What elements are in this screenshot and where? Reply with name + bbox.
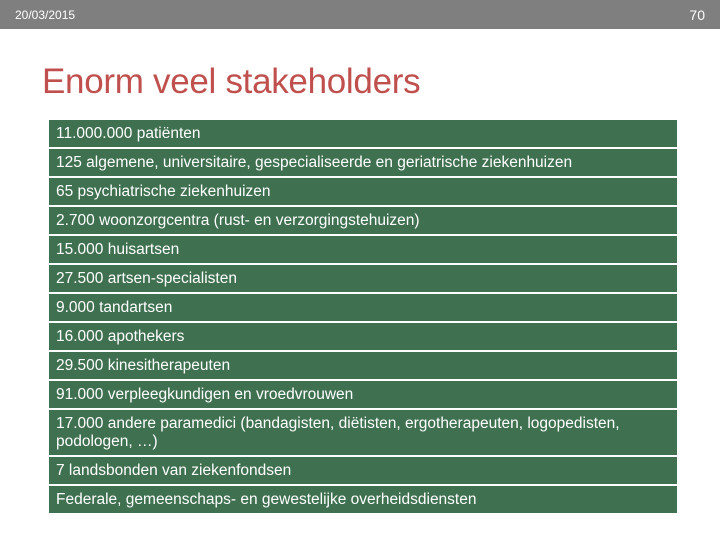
slide-date: 20/03/2015: [15, 8, 76, 22]
stakeholder-item-hospitals: 125 algemene, universitaire, gespecialiseerde en geriatrische ziekenhuizen: [48, 148, 678, 177]
stakeholder-item-psychiatric-hospitals: 65 psychiatrische ziekenhuizen: [48, 177, 678, 206]
stakeholder-item-physiotherapists: 29.500 kinesitherapeuten: [48, 351, 678, 380]
stakeholder-item-patients: 11.000.000 patiënten: [48, 119, 678, 148]
page-number: 70: [689, 7, 705, 23]
header-bar: [0, 0, 720, 29]
stakeholder-item-general-practitioners: 15.000 huisartsen: [48, 235, 678, 264]
stakeholder-item-care-homes: 2.700 woonzorgcentra (rust- en verzorgingstehuizen): [48, 206, 678, 235]
stakeholder-item-government-services: Federale, gemeenschaps- en gewestelijke overheidsdiensten: [48, 485, 678, 514]
slide-title: Enorm veel stakeholders: [42, 62, 421, 101]
stakeholder-item-sickness-funds: 7 landsbonden van ziekenfondsen: [48, 456, 678, 485]
stakeholder-item-nurses-midwives: 91.000 verpleegkundigen en vroedvrouwen: [48, 380, 678, 409]
stakeholder-item-paramedics: 17.000 andere paramedici (bandagisten, diëtisten, ergotherapeuten, logopedisten, podologen, …): [48, 409, 678, 456]
stakeholder-item-specialists: 27.500 artsen-specialisten: [48, 264, 678, 293]
stakeholder-item-dentists: 9.000 tandartsen: [48, 293, 678, 322]
stakeholder-item-pharmacists: 16.000 apothekers: [48, 322, 678, 351]
stakeholder-list: [48, 119, 678, 514]
